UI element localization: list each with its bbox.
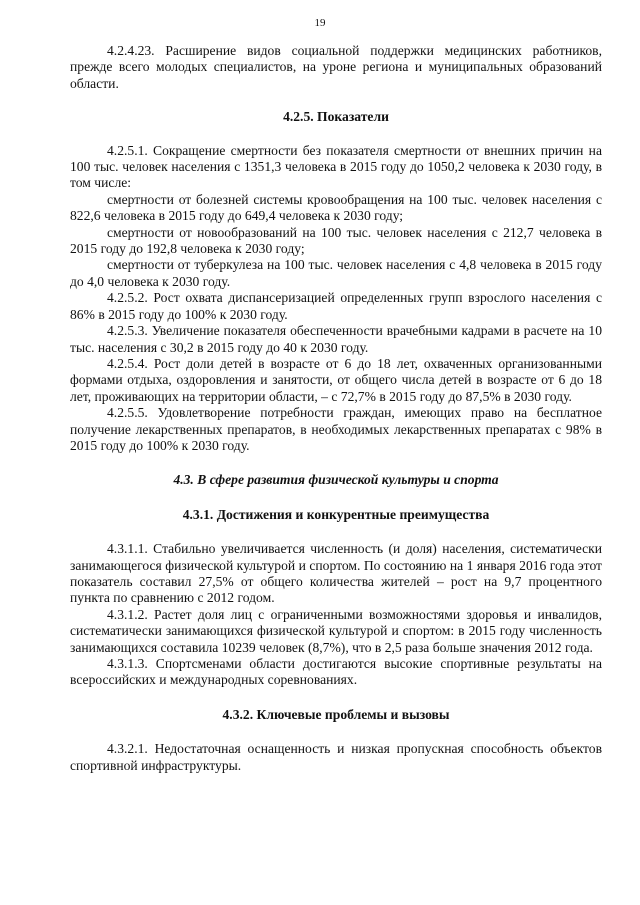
paragraph-4-2-5-1: 4.2.5.1. Сокращение смертности без показателя смертности от внешних причин на 100 тыс. человек населения с 1351,3 человека в 2015 году до 1050,2 человека к 2030 году, в том числе:	[70, 142, 602, 191]
heading-4-3: 4.3. В сфере развития физической культуры и спорта	[173, 472, 499, 488]
document-body	[70, 43, 602, 774]
paragraph-4-2-5-4: 4.2.5.4. Рост доли детей в возрасте от 6 до 18 лет, охваченных организованными формами отдыха, оздоровления и занятости, от общего числа детей в возрасте от 6 до 18 лет, проживающих на территории области, – с 72,7% в 2015 году до 87,5% в 2030 году.	[70, 355, 602, 404]
paragraph-4-2-5-1-cardio: смертности от болезней системы кровообращения на 100 тыс. человек населения с 822,6 человека в 2015 году до 649,4 человека к 2030 году;	[70, 191, 602, 224]
heading-4-3-1: 4.3.1. Достижения и конкурентные преимущества	[182, 506, 490, 522]
paragraph-4-2-5-2: 4.2.5.2. Рост охвата диспансеризацией определенных групп взрослого населения с 86% в 2015 году до 100% к 2030 году.	[70, 290, 602, 322]
paragraph-4-2-5-1-neoplasm: смертности от новообразований на 100 тыс. человек населения с 212,7 человека в 2015 году до 192,8 человека к 2030 году;	[70, 224, 602, 257]
paragraph-4-3-1-2: 4.3.1.2. Растет доля лиц с ограниченными возможностями здоровья и инвалидов, систематически занимающихся физической культурой и спортом: в 2015 году численность занимающихся составила 10239 человек (8,7%), что в 2,5 раза больше значения 2012 года.	[70, 606, 602, 655]
paragraph-4-2-5-3: 4.2.5.3. Увеличение показателя обеспеченности врачебными кадрами в расчете на 10 тыс. населения с 30,2 в 2015 году до 40 к 2030 году.	[70, 323, 602, 355]
paragraph-4-2-5-5: 4.2.5.5. Удовлетворение потребности граждан, имеющих право на бесплатное получение лекарственных препаратов, в необходимых лекарственных препаратах с 98% в 2015 году до 100% к 2030 году.	[70, 405, 602, 453]
paragraph-4-2-4-23: 4.2.4.23. Расширение видов социальной поддержки медицинских работников, прежде всего молодых специалистов, на уроне региона и муниципальных образований области.	[70, 43, 602, 91]
heading-4-3-2: 4.3.2. Ключевые проблемы и вызовы	[222, 706, 450, 722]
paragraph-4-2-5-1-tuberculosis: смертности от туберкулеза на 100 тыс. человек населения с 4,8 человека в 2015 году до 4,0 человека к 2030 году.	[70, 257, 602, 289]
page-number: 19	[314, 17, 326, 29]
heading-4-2-5: 4.2.5. Показатели	[283, 109, 389, 125]
paragraph-4-3-1-3: 4.3.1.3. Спортсменами области достигаются высокие спортивные результаты на всероссийских и международных соревнованиях.	[70, 656, 602, 688]
paragraph-4-3-1-1: 4.3.1.1. Стабильно увеличивается численность (и доля) населения, систематически занимающегося физической культурой и спортом. По состоянию на 1 января 2016 года этот показатель составил 27,5% от общего количества жителей – рост на 9,7 процентного пункта по сравнению с 2012 годом.	[70, 541, 602, 606]
paragraph-4-3-2-1: 4.3.2.1. Недостаточная оснащенность и низкая пропускная способность объектов спортивной инфраструктуры.	[70, 741, 602, 773]
